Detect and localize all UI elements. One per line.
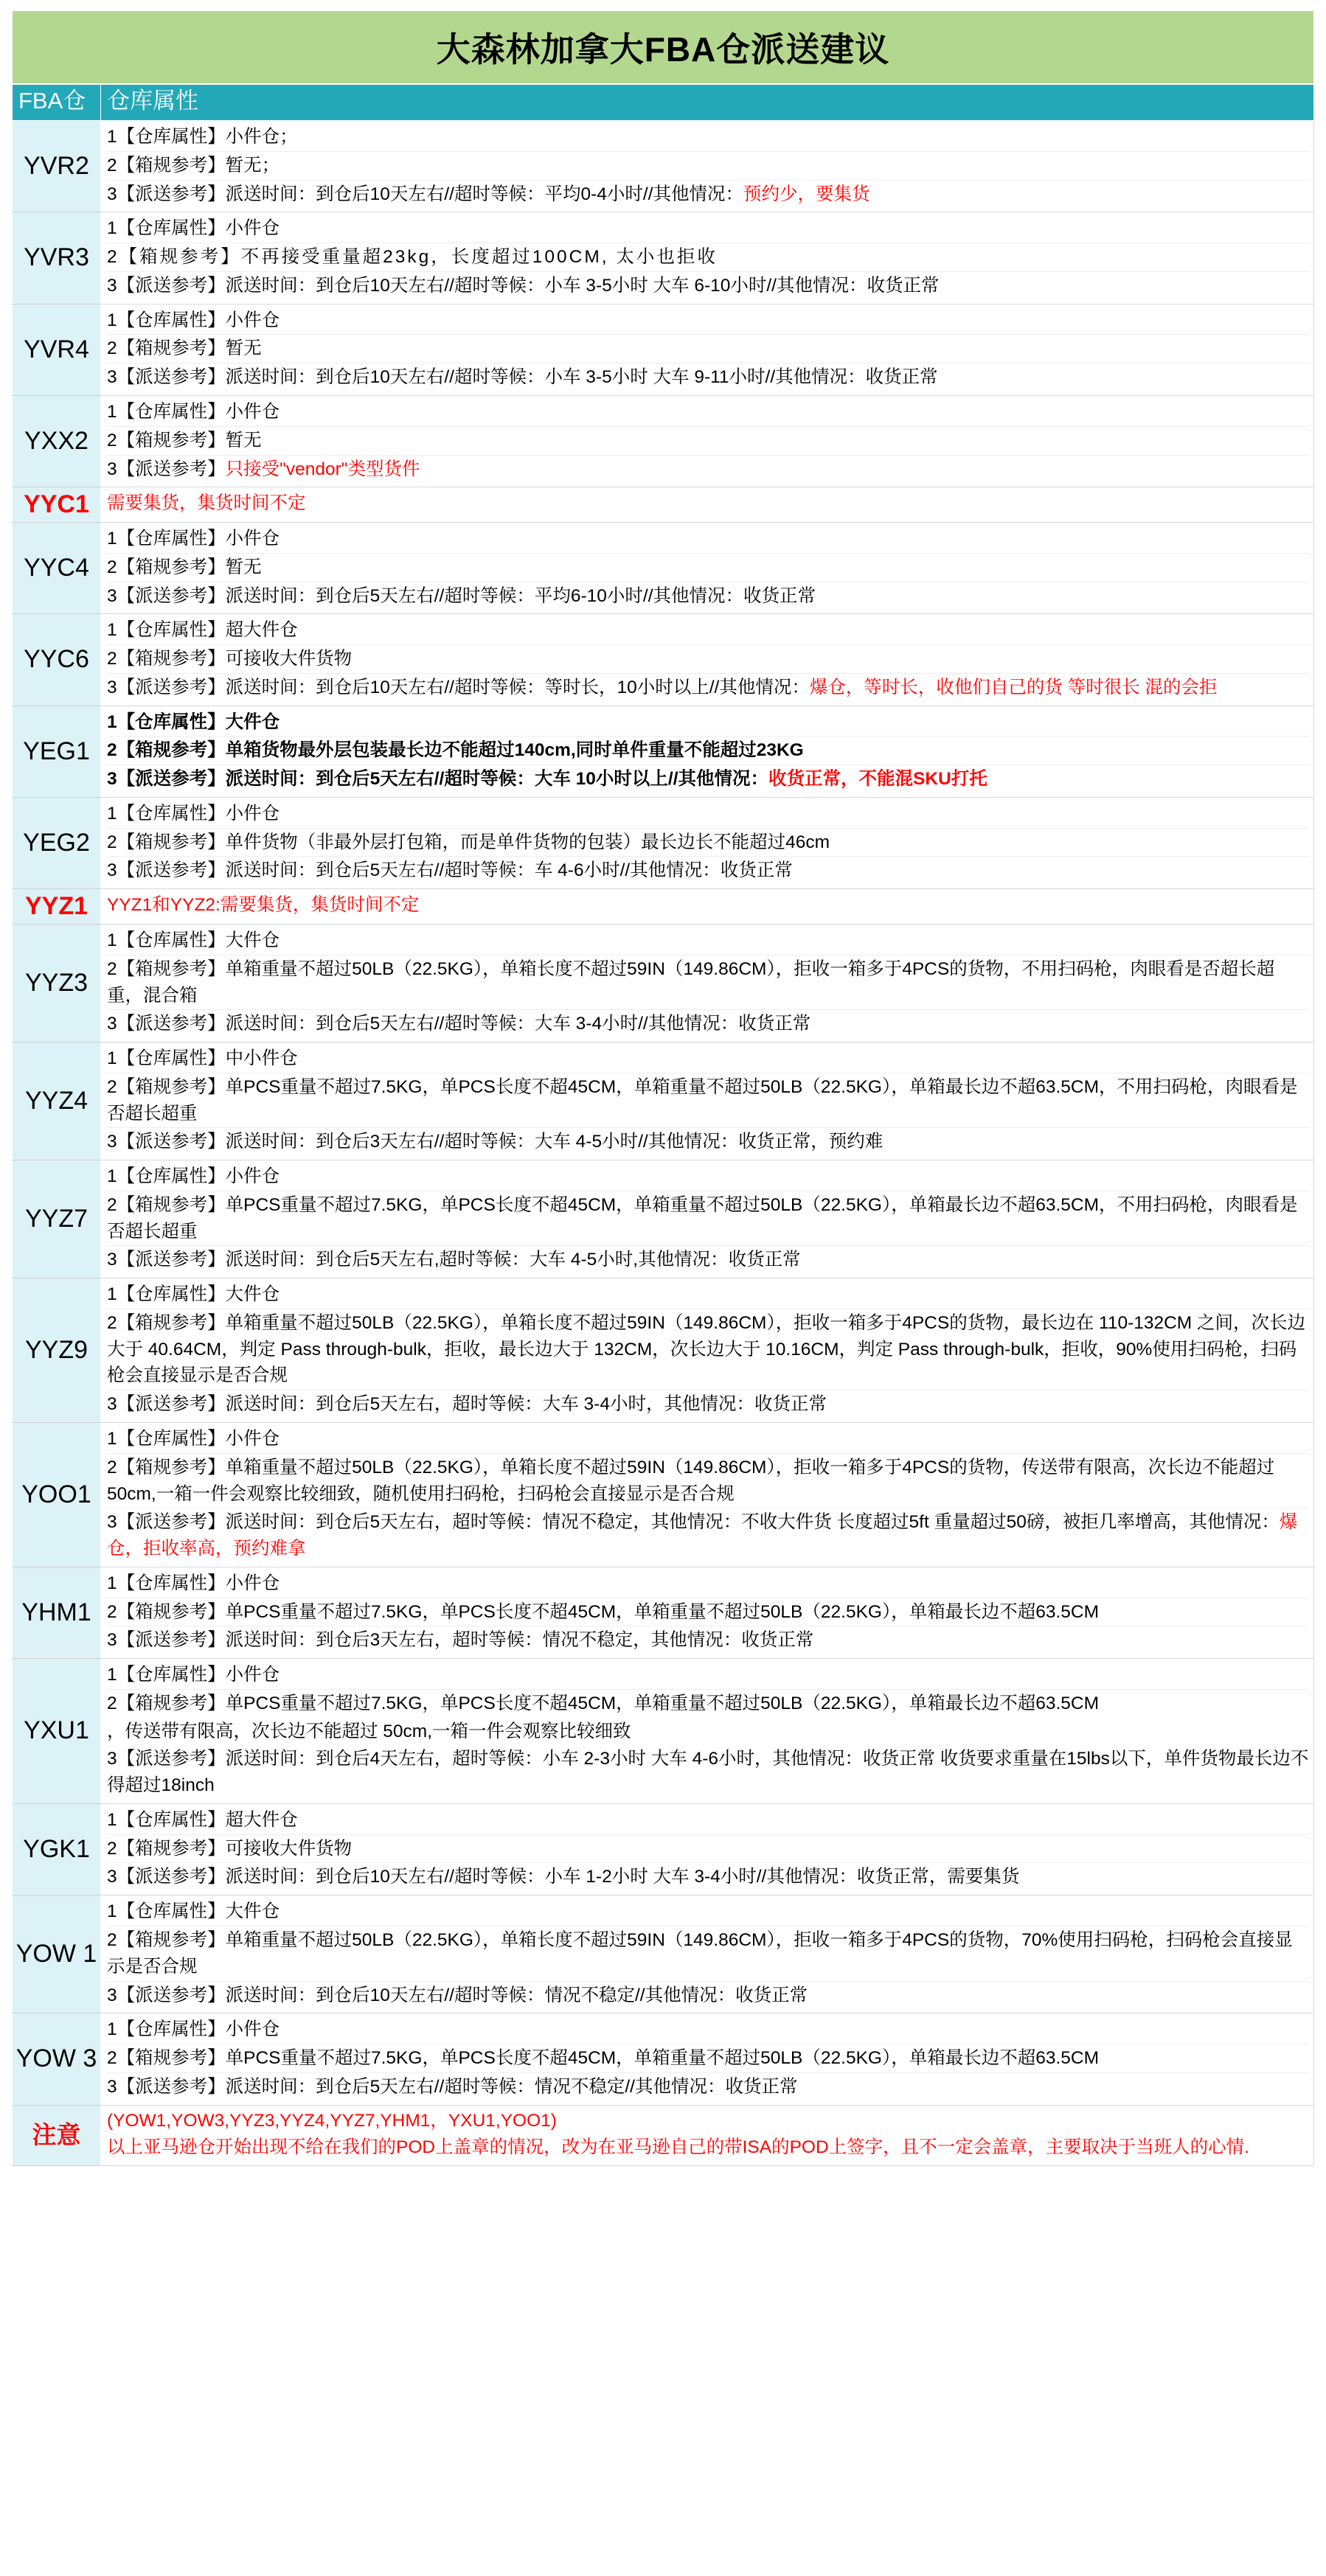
title-bar — [12, 10, 1314, 84]
warehouse-detail-cell — [101, 1896, 1314, 2013]
detail-line: 1【仓库属性】大件仓 — [107, 711, 280, 732]
warehouse-detail-cell — [101, 797, 1314, 888]
warehouse-detail-cell — [101, 212, 1314, 304]
detail-line: 1【仓库属性】小件仓 — [107, 310, 280, 330]
detail-line: 2【箱规参考】单箱重量不超过50LB（22.5KG），单箱长度不超过59IN（149.86CM），拒收一箱多于4PCS的货物，不用扫码枪，肉眼看是否超长超重，混合箱 — [107, 955, 1309, 1010]
warehouse-detail-cell — [101, 2013, 1314, 2105]
detail-line: 1【仓库属性】小件仓； — [107, 127, 298, 147]
detail-line-alert: 收货正常，不能混SKU打托 — [768, 769, 987, 790]
warehouse-code-cell[interactable]: YYC1 — [13, 487, 101, 523]
table-row — [13, 889, 1314, 925]
detail-line: 3【派送参考】派送时间：到仓后5天左右//超时等候：情况不稳定//其他情况：收货正常 — [107, 2072, 1309, 2101]
warehouse-table — [12, 84, 1314, 2166]
warehouse-code-cell[interactable]: YYC4 — [13, 523, 101, 614]
table-row — [13, 1160, 1314, 1278]
warehouse-detail-cell — [101, 1803, 1314, 1895]
detail-line: 2【箱规参考】可接收大件货物 — [107, 1834, 1309, 1863]
table-row — [13, 924, 1314, 1042]
detail-line: 3【派送参考】派送时间：到仓后3天左右//超时等候：大车 4-5小时//其他情况：收货正常，预约难 — [107, 1127, 1309, 1156]
detail-line: 1【仓库属性】小件仓 — [107, 401, 280, 422]
detail-line: 3【派送参考】派送时间：到仓后3天左右，超时等候：情况不稳定，其他情况：收货正常 — [107, 1626, 1309, 1654]
detail-line: 1【仓库属性】小件仓 — [107, 1428, 280, 1449]
detail-line: YYZ1和YYZ2:需要集货，集货时间不定 — [107, 895, 420, 916]
detail-line: 1【仓库属性】小件仓 — [107, 529, 280, 549]
detail-line: 1【仓库属性】大件仓 — [107, 930, 280, 950]
warehouse-code-cell[interactable]: YHM1 — [13, 1567, 101, 1658]
note-line-codes: (YOW1,YOW3,YYZ3,YYZ4,YYZ7,YHM1，YXU1,YOO1) — [107, 2110, 557, 2131]
warehouse-code-cell[interactable]: YYZ3 — [13, 924, 101, 1042]
detail-line: 2【箱规参考】单箱货物最外层包装最长边不能超过140cm,同时单件重量不能超过23KG — [107, 736, 1309, 765]
warehouse-detail-cell — [101, 1278, 1314, 1423]
table-row — [13, 1042, 1314, 1160]
warehouse-detail-cell — [101, 706, 1314, 797]
table-row — [13, 1803, 1314, 1895]
warehouse-code-cell[interactable]: YVR2 — [13, 121, 101, 212]
detail-line-alert: 预约少，要集货 — [743, 184, 870, 204]
detail-line: 3【派送参考】派送时间：到仓后10天左右//超时等候：情况不稳定//其他情况：收货正常 — [107, 1981, 1309, 2010]
warehouse-detail-cell — [101, 1659, 1314, 1804]
warehouse-code-cell[interactable]: YXX2 — [13, 395, 101, 487]
table-row — [13, 1422, 1314, 1567]
detail-line: 3【派送参考】派送时间：到仓后5天左右，超时等候：大车 3-4小时，其他情况：收货正常 — [107, 1390, 1309, 1418]
warehouse-detail-cell — [101, 395, 1314, 487]
warehouse-detail-cell — [101, 121, 1314, 212]
detail-line: 2【箱规参考】单PCS重量不超过7.5KG，单PCS长度不超45CM，单箱重量不超过50LB（22.5KG），单箱最长边不超63.5CM，不用扫码枪，肉眼看是否超长超重 — [107, 1073, 1309, 1128]
detail-line: 3【派送参考】派送时间：到仓后10天左右//超时等候：小车 3-5小时 大车 9-11小时//其他情况：收货正常 — [107, 363, 1309, 391]
detail-line: 1【仓库属性】小件仓 — [107, 218, 280, 239]
table-row — [13, 2013, 1314, 2105]
detail-line: 1【仓库属性】小件仓 — [107, 1573, 280, 1593]
detail-line: ，传送带有限高，次长边不能超过 50cm,一箱一件会观察比较细致 — [107, 1721, 631, 1741]
detail-line: 3【派送参考】派送时间：到仓后10天左右//超时等候：小车 3-5小时 大车 6-10小时//其他情况：收货正常 — [107, 271, 1309, 300]
detail-line: 3【派送参考】派送时间：到仓后5天左右//超时等候：大车 3-4小时//其他情况：收货正常 — [107, 1009, 1309, 1038]
warehouse-code-cell[interactable]: YYZ7 — [13, 1160, 101, 1278]
detail-line: 1【仓库属性】小件仓 — [107, 2019, 280, 2040]
table-row — [13, 1278, 1314, 1423]
detail-line: 2【箱规参考】不再接受重量超23kg，长度超过100CM, 太小也拒收 — [107, 243, 1309, 271]
warehouse-code-cell[interactable]: YOW 1 — [13, 1896, 101, 2013]
table-row — [13, 304, 1314, 395]
warehouse-code-cell[interactable]: YYC6 — [13, 614, 101, 706]
table-row — [13, 614, 1314, 706]
detail-line-alert: 只接受"vendor"类型货件 — [225, 459, 420, 479]
detail-line: 2【箱规参考】单箱重量不超过50LB（22.5KG），单箱长度不超过59IN（149.86CM），拒收一箱多于4PCS的货物，70%使用扫码枪，扫码枪会直接显示是否合规 — [107, 1926, 1309, 1981]
table-header-row — [13, 85, 1314, 121]
detail-line: 2【箱规参考】暂无 — [107, 426, 1309, 455]
detail-line: 2【箱规参考】单箱重量不超过50LB（22.5KG），单箱长度不超过59IN（149.86CM），拒收一箱多于4PCS的货物，传送带有限高，次长边不能超过 50cm,一箱一件会观察比较细致，随机使用扫码枪，扫码枪会直接显示是否合规 — [107, 1453, 1309, 1508]
warehouse-code-cell[interactable]: YXU1 — [13, 1659, 101, 1804]
table-row — [13, 1896, 1314, 2013]
table-row — [13, 212, 1314, 304]
detail-line: 1【仓库属性】超大件仓 — [107, 620, 298, 641]
detail-line: 3【派送参考】派送时间：到仓后5天左右//超时等候：平均6-10小时//其他情况：收货正常 — [107, 582, 1309, 610]
warehouse-detail-cell — [101, 523, 1314, 614]
detail-line: 1【仓库属性】小件仓 — [107, 803, 280, 824]
warehouse-code-cell[interactable]: YOW 3 — [13, 2013, 101, 2105]
warehouse-detail-cell — [101, 487, 1314, 523]
warehouse-code-cell[interactable]: YVR4 — [13, 304, 101, 395]
table-row — [13, 121, 1314, 212]
detail-line: 1【仓库属性】小件仓 — [107, 1166, 280, 1187]
note-line-text: 以上亚马逊仓开始出现不给在我们的POD上盖章的情况，改为在亚马逊自己的带ISA的POD上签字，且不一定会盖章，主要取决于当班人的心情. — [107, 2137, 1249, 2158]
warehouse-code-cell[interactable]: YYZ1 — [13, 889, 101, 925]
detail-line-alert: 爆仓，拒收率高，预约难拿 — [107, 1512, 1298, 1559]
warehouse-code-cell[interactable]: YEG2 — [13, 797, 101, 888]
warehouse-code-cell[interactable]: YEG1 — [13, 706, 101, 797]
warehouse-detail-cell — [101, 614, 1314, 706]
detail-line: 2【箱规参考】单PCS重量不超过7.5KG，单PCS长度不超45CM，单箱重量不超过50LB（22.5KG），单箱最长边不超63.5CM — [107, 1689, 1309, 1718]
detail-line: 2【箱规参考】暂无 — [107, 553, 1309, 582]
warehouse-code-cell[interactable]: YGK1 — [13, 1803, 101, 1895]
detail-line: 3【派送参考】派送时间：到仓后4天左右，超时等候：小车 2-3小时 大车 4-6小时，其他情况：收货正常 收货要求重量在15lbs以下，单件货物最长边不得超过18inch — [107, 1749, 1309, 1796]
warehouse-code-cell[interactable]: YYZ9 — [13, 1278, 101, 1423]
warehouse-code-cell[interactable]: YOO1 — [13, 1422, 101, 1567]
detail-line: 1【仓库属性】中小件仓 — [107, 1048, 298, 1069]
detail-line: 1【仓库属性】超大件仓 — [107, 1809, 298, 1830]
detail-line: 3【派送参考】派送时间：到仓后10天左右//超时等候：平均0-4小时//其他情况：预约少，要集货 — [107, 180, 1309, 209]
warehouse-detail-cell — [101, 1567, 1314, 1658]
detail-line: 1【仓库属性】大件仓 — [107, 1901, 280, 1922]
table-row — [13, 523, 1314, 614]
warehouse-detail-cell — [101, 889, 1314, 925]
detail-line: 2【箱规参考】暂无 — [107, 334, 1309, 363]
table-row — [13, 797, 1314, 888]
detail-line: 3【派送参考】派送时间：到仓后5天左右,超时等候：大车 4-5小时,其他情况：收货正常 — [107, 1245, 1309, 1274]
header-cell-attributes: 仓库属性 — [101, 85, 1314, 121]
note-row — [13, 2105, 1314, 2166]
table-row — [13, 395, 1314, 487]
header-cell-fba-code: FBA仓 — [13, 85, 101, 121]
detail-line: 1【仓库属性】小件仓 — [107, 1665, 280, 1685]
table-row — [13, 1659, 1314, 1804]
detail-line: 2【箱规参考】暂无； — [107, 151, 1309, 180]
detail-line: 1【仓库属性】大件仓 — [107, 1284, 280, 1305]
warehouse-detail-cell — [101, 304, 1314, 395]
detail-line: 3【派送参考】派送时间：到仓后10天左右//超时等候：等时长，10小时以上//其他情况：爆仓，等时长，收他们自己的货 等时很长 混的会拒 — [107, 673, 1309, 702]
table-row — [13, 487, 1314, 523]
detail-line: 2【箱规参考】单PCS重量不超过7.5KG，单PCS长度不超45CM，单箱重量不超过50LB（22.5KG），单箱最长边不超63.5CM — [107, 2044, 1309, 2072]
warehouse-detail-cell — [101, 924, 1314, 1042]
page-title: 大森林加拿大FBA仓派送建议 — [436, 30, 890, 69]
detail-line: 3【派送参考】派送时间：到仓后10天左右//超时等候：小车 1-2小时 大车 3-4小时//其他情况：收货正常，需要集货 — [107, 1862, 1309, 1891]
detail-line: 3【派送参考】派送时间：到仓后5天左右//超时等候：大车 10小时以上//其他情况：收货正常，不能混SKU打托 — [107, 765, 1309, 793]
warehouse-detail-cell — [101, 1042, 1314, 1160]
table-row — [13, 1567, 1314, 1658]
detail-line: 2【箱规参考】单箱重量不超过50LB（22.5KG），单箱长度不超过59IN（149.86CM），拒收一箱多于4PCS的货物，最长边在 110-132CM 之间，次长边大于 40.64CM，判定 Pass through-bulk，拒收，最长边大于 132CM，次长边大于 10.16CM，判定 Pass through-bulk，拒收，90%使用扫码枪，扫码枪会直接显示是否合规 — [107, 1309, 1309, 1390]
detail-line: 3【派送参考】只接受"vendor"类型货件 — [107, 455, 1309, 484]
detail-line: 2【箱规参考】单PCS重量不超过7.5KG，单PCS长度不超45CM，单箱重量不超过50LB（22.5KG），单箱最长边不超63.5CM，不用扫码枪，肉眼看是否超长超重 — [107, 1191, 1309, 1246]
warehouse-code-cell[interactable]: YYZ4 — [13, 1042, 101, 1160]
detail-line: 3【派送参考】派送时间：到仓后5天左右//超时等候：车 4-6小时//其他情况：收货正常 — [107, 856, 1309, 885]
note-body-cell — [101, 2105, 1314, 2166]
warehouse-detail-cell — [101, 1160, 1314, 1278]
warehouse-code-cell[interactable]: YVR3 — [13, 212, 101, 304]
detail-line: 2【箱规参考】可接收大件货物 — [107, 644, 1309, 673]
note-label: 注意 — [32, 2120, 81, 2148]
detail-line: 需要集货，集货时间不定 — [107, 493, 306, 514]
table-row — [13, 706, 1314, 797]
warehouse-detail-cell — [101, 1422, 1314, 1567]
detail-line: 2【箱规参考】单PCS重量不超过7.5KG，单PCS长度不超45CM，单箱重量不超过50LB（22.5KG），单箱最长边不超63.5CM — [107, 1598, 1309, 1626]
detail-line-alert: 爆仓，等时长，收他们自己的货 等时很长 混的会拒 — [809, 677, 1218, 697]
detail-line: 2【箱规参考】单件货物（非最外层打包箱，而是单件货物的包装）最长边长不能超过46cm — [107, 828, 1309, 857]
note-label-cell — [13, 2105, 101, 2166]
detail-line: 3【派送参考】派送时间：到仓后5天左右，超时等候：情况不稳定，其他情况：不收大件货 长度超过5ft 重量超过50磅，被拒几率增高，其他情况：爆仓，拒收率高，预约难拿 — [107, 1508, 1309, 1563]
